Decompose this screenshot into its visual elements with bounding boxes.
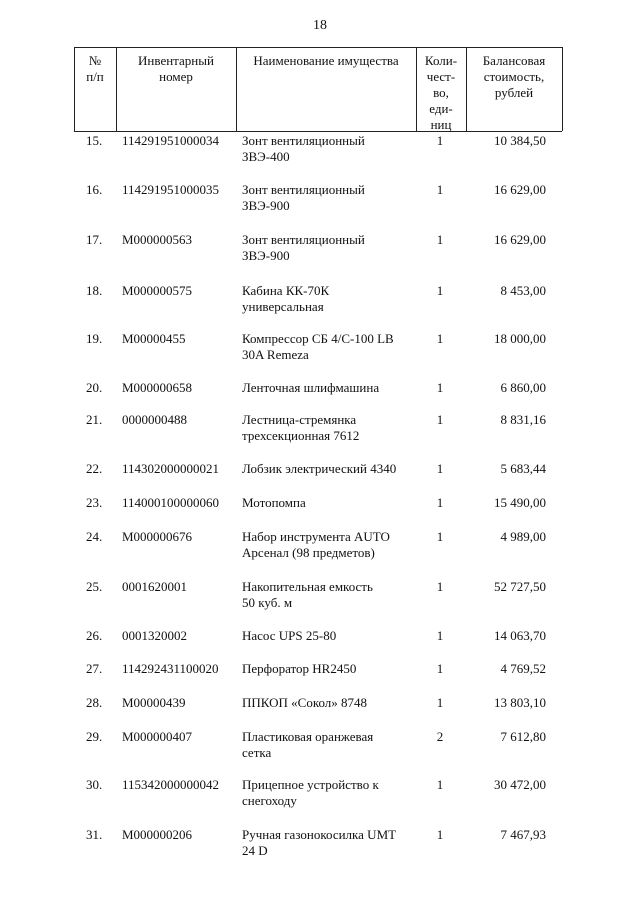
header-bottom-border (74, 131, 562, 132)
quantity: 1 (436, 661, 444, 676)
header-num (74, 53, 116, 85)
header-qty-line: ниц (430, 117, 452, 132)
item-name-line: Кабина КК-70К (242, 283, 330, 298)
quantity: 1 (436, 461, 444, 476)
balance-cost: 16 629,00 (494, 232, 546, 247)
row-number: 23. (86, 495, 103, 510)
inventory-number: М00000439 (122, 695, 186, 710)
balance-cost: 8 453,00 (500, 283, 546, 298)
header-top-border (74, 47, 562, 48)
balance-cost: 6 860,00 (500, 380, 546, 395)
item-name-line: трехсекционная 7612 (242, 428, 360, 443)
row-number: 31. (86, 827, 103, 842)
item-name-line: сетка (242, 745, 272, 760)
item-name (242, 579, 412, 611)
item-name (242, 133, 412, 165)
row-number: 17. (86, 232, 103, 247)
row-number: 28. (86, 695, 103, 710)
item-name-line: Зонт вентиляционный (242, 232, 365, 247)
balance-cost: 5 683,44 (500, 461, 546, 476)
item-name-line: Перфоратор HR2450 (242, 661, 357, 676)
balance-cost: 14 063,70 (494, 628, 546, 643)
quantity: 1 (436, 232, 444, 247)
row-number: 29. (86, 729, 103, 744)
inventory-number: 114291951000035 (122, 182, 220, 197)
header-qty-line: чест- (426, 69, 456, 84)
row-number: 26. (86, 628, 103, 643)
quantity: 1 (436, 495, 444, 510)
row-number: 27. (86, 661, 103, 676)
header-inventory-line: Инвентарный (138, 53, 214, 68)
header-num-line: п/п (86, 69, 104, 84)
inventory-number: 115342000000042 (122, 777, 220, 792)
item-name-line: ЗВЭ-400 (242, 149, 290, 164)
item-name-line: Арсенал (98 предметов) (242, 545, 375, 560)
header-cost (466, 53, 562, 101)
header-cost-line: рублей (494, 85, 534, 100)
item-name (242, 331, 412, 363)
col-divider (562, 47, 563, 131)
header-inventory (116, 53, 236, 85)
item-name-line: Пластиковая оранжевая (242, 729, 374, 744)
header-qty-line: Коли- (424, 53, 458, 68)
row-number: 18. (86, 283, 103, 298)
inventory-number: М000000658 (122, 380, 193, 395)
inventory-number: М000000206 (122, 827, 193, 842)
quantity: 1 (436, 380, 444, 395)
quantity: 1 (436, 412, 444, 427)
item-name-line: Набор инструмента AUTO (242, 529, 390, 544)
header-cost-line: стоимость, (483, 69, 545, 84)
header-inventory-line: номер (159, 69, 193, 84)
row-number: 20. (86, 380, 103, 395)
quantity: 1 (436, 182, 444, 197)
quantity: 2 (436, 729, 444, 744)
quantity: 1 (436, 695, 444, 710)
item-name (242, 182, 412, 214)
quantity: 1 (436, 331, 444, 346)
balance-cost: 52 727,50 (494, 579, 546, 594)
balance-cost: 13 803,10 (494, 695, 546, 710)
quantity: 1 (436, 529, 444, 544)
row-number: 25. (86, 579, 103, 594)
inventory-number: М000000676 (122, 529, 193, 544)
row-number: 15. (86, 133, 103, 148)
item-name-line: снегоходу (242, 793, 297, 808)
item-name (242, 827, 412, 859)
row-number: 19. (86, 331, 103, 346)
balance-cost: 16 629,00 (494, 182, 546, 197)
item-name (242, 661, 412, 677)
balance-cost: 7 612,80 (500, 729, 546, 744)
inventory-number: М000000563 (122, 232, 193, 247)
item-name-line: 24 D (242, 843, 268, 858)
item-name-line: 50 куб. м (242, 595, 293, 610)
item-name-line: Мотопомпа (242, 495, 306, 510)
inventory-number: М000000575 (122, 283, 193, 298)
balance-cost: 10 384,50 (494, 133, 546, 148)
header-name (236, 53, 416, 69)
item-name-line: Ручная газонокосилка UMT (242, 827, 397, 842)
item-name-line: Накопительная емкость (242, 579, 373, 594)
item-name (242, 461, 412, 477)
inventory-number: 0000000488 (122, 412, 187, 427)
row-number: 21. (86, 412, 103, 427)
item-name-line: ППКОП «Сокол» 8748 (242, 695, 368, 710)
quantity: 1 (436, 579, 444, 594)
row-number: 24. (86, 529, 103, 544)
item-name (242, 695, 412, 711)
item-name (242, 283, 412, 315)
balance-cost: 15 490,00 (494, 495, 546, 510)
balance-cost: 4 769,52 (500, 661, 546, 676)
item-name-line: Лестница-стремянка (242, 412, 357, 427)
row-number: 22. (86, 461, 103, 476)
item-name (242, 529, 412, 561)
item-name-line: универсальная (242, 299, 324, 314)
quantity: 1 (436, 628, 444, 643)
balance-cost: 18 000,00 (494, 331, 546, 346)
item-name-line: Насос UPS 25-80 (242, 628, 337, 643)
row-number: 30. (86, 777, 103, 792)
quantity: 1 (436, 827, 444, 842)
item-name (242, 412, 412, 444)
inventory-number: 114291951000034 (122, 133, 220, 148)
item-name-line: Лобзик электрический 4340 (242, 461, 397, 476)
item-name (242, 729, 412, 761)
header-qty-line: во, (433, 85, 449, 100)
inventory-number: М000000407 (122, 729, 193, 744)
table-header (74, 47, 562, 131)
header-cost-line: Балансовая (482, 53, 546, 68)
item-name-line: Прицепное устройство к (242, 777, 379, 792)
item-name (242, 777, 412, 809)
inventory-number: 0001320002 (122, 628, 187, 643)
header-qty-line: еди- (429, 101, 453, 116)
inventory-number: 0001620001 (122, 579, 187, 594)
quantity: 1 (436, 133, 444, 148)
header-qty (416, 53, 466, 133)
item-name (242, 495, 412, 511)
inventory-number: М00000455 (122, 331, 186, 346)
balance-cost: 8 831,16 (500, 412, 546, 427)
item-name-line: Зонт вентиляционный (242, 182, 365, 197)
item-name-line: ЗВЭ-900 (242, 248, 290, 263)
row-number: 16. (86, 182, 103, 197)
balance-cost: 30 472,00 (494, 777, 546, 792)
item-name-line: 30A Remeza (242, 347, 309, 362)
balance-cost: 7 467,93 (500, 827, 546, 842)
inventory-number: 114292431100020 (122, 661, 219, 676)
page-number: 18 (313, 18, 327, 33)
item-name-line: Ленточная шлифмашина (242, 380, 380, 395)
quantity: 1 (436, 777, 444, 792)
item-name (242, 232, 412, 264)
item-name-line: Компрессор СБ 4/С-100 LB (242, 331, 394, 346)
inventory-number: 114302000000021 (122, 461, 220, 476)
inventory-number: 114000100000060 (122, 495, 220, 510)
balance-cost: 4 989,00 (500, 529, 546, 544)
quantity: 1 (436, 283, 444, 298)
item-name-line: ЗВЭ-900 (242, 198, 290, 213)
header-num-line: № (88, 53, 102, 68)
header-name-line: Наименование имущества (253, 53, 399, 68)
item-name (242, 380, 412, 396)
item-name (242, 628, 412, 644)
item-name-line: Зонт вентиляционный (242, 133, 365, 148)
